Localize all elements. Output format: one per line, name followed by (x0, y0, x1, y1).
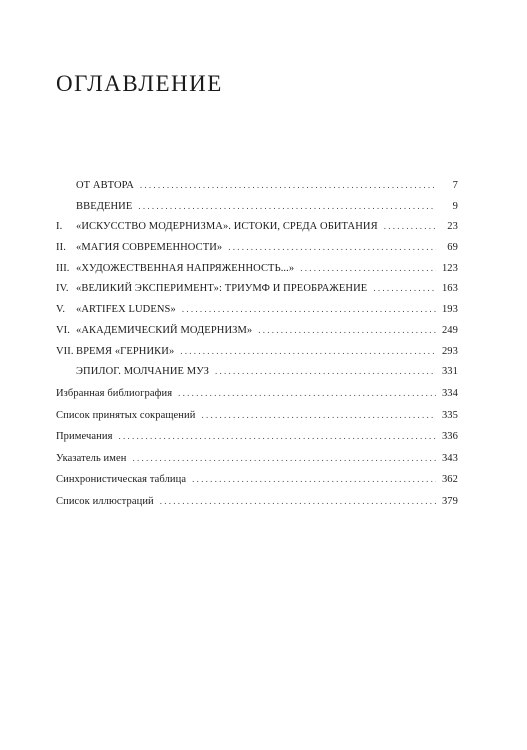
toc-entry-label: Указатель имен (56, 452, 127, 464)
toc-entry[interactable] (56, 201, 458, 222)
toc-entry-page: 69 (447, 242, 458, 254)
toc-entry-page: 23 (447, 221, 458, 233)
toc-dot-leader (215, 366, 436, 376)
toc-entry-number: I. (56, 221, 63, 233)
toc-entry[interactable] (56, 242, 458, 263)
toc-entry-label: Синхронистическая таблица (56, 474, 187, 485)
toc-entry[interactable] (56, 366, 458, 387)
toc-entry-label: «МАГИЯ СОВРЕМЕННОСТИ» (76, 242, 223, 254)
toc-entry-label: ЭПИЛОГ. МОЛЧАНИЕ МУЗ (76, 366, 209, 378)
toc-entry-page: 193 (441, 304, 458, 316)
toc-entry[interactable] (56, 221, 458, 242)
toc-dot-leader (140, 180, 436, 190)
toc-dot-leader (180, 346, 436, 356)
toc-appendix-entry[interactable] (56, 453, 458, 475)
toc-dot-leader (300, 263, 436, 273)
toc-entry-page: 362 (441, 474, 458, 485)
toc-entry[interactable] (56, 180, 458, 201)
toc-entry[interactable] (56, 283, 458, 304)
toc-appendix-entry[interactable] (56, 410, 458, 432)
toc-dot-leader (201, 410, 435, 420)
toc-entry-page: 9 (452, 200, 458, 212)
toc-dot-leader (133, 453, 436, 463)
toc-entry-label: ОТ АВТОРА (76, 180, 134, 191)
toc-appendix-entry[interactable] (56, 431, 458, 453)
toc-entry-label: «ARTIFEX LUDENS» (76, 304, 176, 316)
toc-entry[interactable] (56, 304, 458, 325)
toc-entry-page: 163 (441, 283, 458, 295)
toc-appendix-entry[interactable] (56, 474, 458, 496)
toc-entry-label: Список принятых сокращений (56, 409, 196, 421)
toc-entry[interactable] (56, 325, 458, 346)
toc-entry-label: Примечания (56, 431, 113, 442)
toc-dot-leader (384, 221, 436, 231)
toc-dot-leader (138, 201, 436, 211)
toc-entry-page: 335 (441, 409, 458, 421)
toc-entry-page: 123 (441, 262, 458, 274)
toc-entry-page: 7 (452, 180, 458, 191)
toc-appendix-entry[interactable] (56, 388, 458, 410)
toc-entry-number: IV. (56, 283, 69, 295)
toc-entry-number: V. (56, 304, 66, 316)
toc-entry-label: «АКАДЕМИЧЕСКИЙ МОДЕРНИЗМ» (76, 324, 253, 336)
toc-entry-number: VI. (56, 324, 71, 336)
toc-entry-label: ВВЕДЕНИЕ (76, 200, 133, 212)
toc-dot-leader (178, 388, 436, 398)
toc-entry-number: III. (56, 262, 70, 274)
toc-entry-page: 334 (441, 388, 458, 399)
toc-appendix-entry[interactable] (56, 496, 458, 518)
toc-entry-page: 336 (441, 431, 458, 442)
toc-entry-page: 331 (441, 366, 458, 378)
toc-entry-label: «ВЕЛИКИЙ ЭКСПЕРИМЕНТ»: ТРИУМФ И ПРЕОБРАЖЕНИЕ (76, 283, 368, 295)
toc-entry-page: 293 (441, 345, 458, 357)
toc-dot-leader (119, 431, 436, 441)
toc-appendix-list (56, 388, 458, 517)
toc-dot-leader (160, 496, 436, 506)
toc-dot-leader (373, 283, 436, 293)
toc-entry-number: VII. (56, 345, 74, 357)
toc-entry-page: 379 (441, 495, 458, 507)
toc-entry-label: «ИСКУССТВО МОДЕРНИЗМА». ИСТОКИ, СРЕДА ОБИТАНИЯ (76, 221, 378, 233)
toc-dot-leader (258, 325, 436, 335)
toc-dot-leader (228, 242, 436, 252)
toc-entry-label: ВРЕМЯ «ГЕРНИКИ» (76, 345, 175, 357)
page-title: ОГЛАВЛЕНИЕ (56, 71, 223, 96)
toc-entry-label: Избранная библиография (56, 388, 173, 399)
toc-dot-leader (182, 304, 436, 314)
toc-entry[interactable] (56, 346, 458, 367)
toc-entry-number: II. (56, 242, 66, 254)
toc-entry[interactable] (56, 263, 458, 284)
toc-main-list (56, 180, 458, 387)
toc-entry-label: «ХУДОЖЕСТВЕННАЯ НАПРЯЖЕННОСТЬ...» (76, 262, 295, 274)
toc-dot-leader (192, 474, 436, 484)
toc-entry-page: 343 (441, 452, 458, 464)
toc-entry-label: Список иллюстраций (56, 495, 154, 507)
toc-entry-page: 249 (441, 324, 458, 336)
